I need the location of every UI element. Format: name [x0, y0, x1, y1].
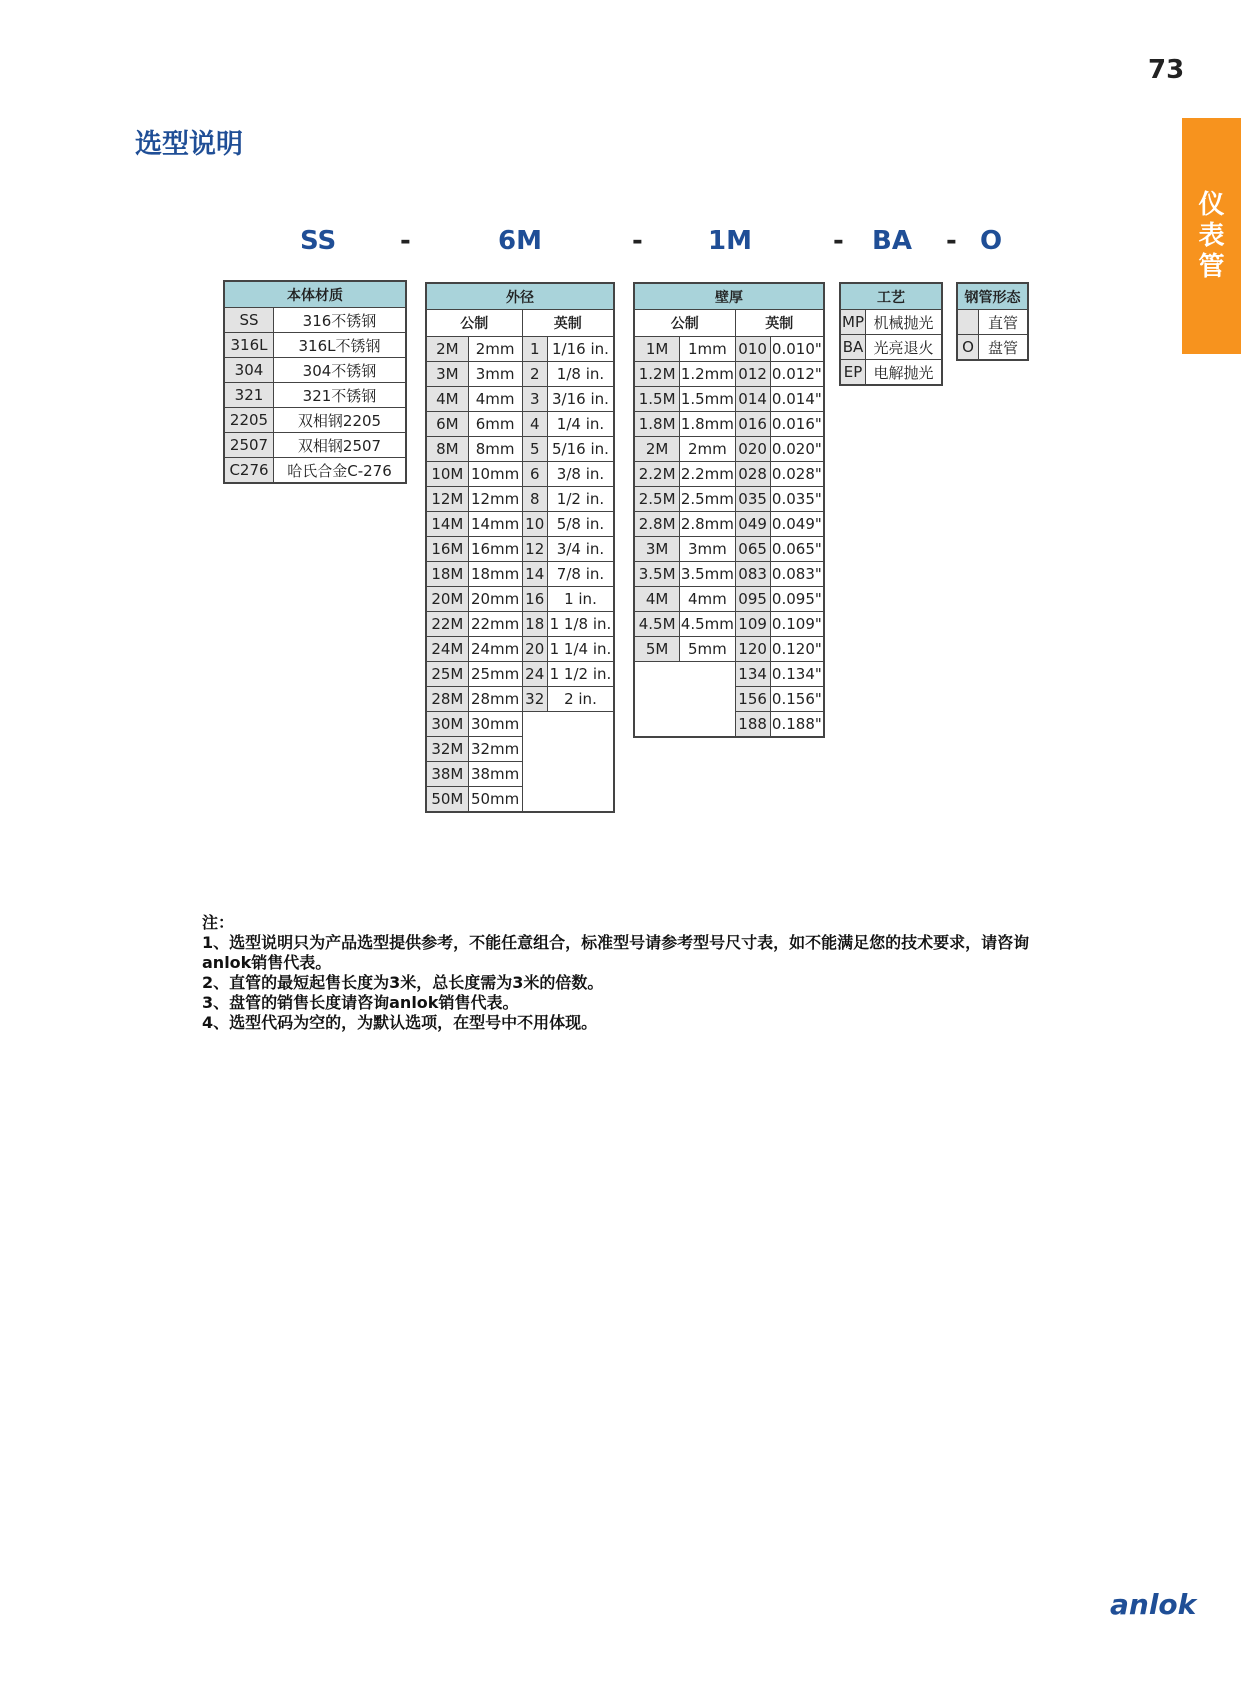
- imperial-value-cell: 7/8 in.: [547, 562, 614, 587]
- code-cell: SS: [224, 308, 274, 333]
- metric-value-cell: 16mm: [468, 537, 522, 562]
- metric-value-cell: 30mm: [468, 712, 522, 737]
- note-line: 4、选型代码为空的，为默认选项，在型号中不用体现。: [202, 1013, 598, 1032]
- table-row: [426, 337, 614, 362]
- table-row: [426, 412, 614, 437]
- imperial-value-cell: 0.016": [770, 412, 824, 437]
- metric-value-cell: 24mm: [468, 637, 522, 662]
- table-row: [426, 587, 614, 612]
- metric-code-cell: 30M: [426, 712, 468, 737]
- side-tab-label: [1182, 190, 1241, 283]
- table-row: [224, 458, 406, 484]
- imperial-code-cell: 20: [522, 637, 547, 662]
- code-cell: O: [957, 335, 979, 361]
- table-row: [634, 387, 824, 412]
- metric-code-cell: 22M: [426, 612, 468, 637]
- description-cell: 电解抛光: [866, 360, 943, 386]
- code-outer-diameter: 6M: [498, 226, 542, 256]
- imperial-value-cell: 1/2 in.: [547, 487, 614, 512]
- metric-code-cell: 1.8M: [634, 412, 680, 437]
- table-row: [426, 612, 614, 637]
- imperial-code-cell: 10: [522, 512, 547, 537]
- imperial-value-cell: 2 in.: [547, 687, 614, 712]
- imperial-value-cell: 1/8 in.: [547, 362, 614, 387]
- metric-value-cell: 2.8mm: [680, 512, 735, 537]
- note-line: anlok销售代表。: [202, 953, 332, 972]
- imperial-code-cell: 5: [522, 437, 547, 462]
- metric-value-cell: 6mm: [468, 412, 522, 437]
- imperial-code-cell: 6: [522, 462, 547, 487]
- imperial-value-cell: 1/4 in.: [547, 412, 614, 437]
- process-table: [839, 282, 943, 386]
- metric-value-cell: 32mm: [468, 737, 522, 762]
- table-row: [634, 637, 824, 662]
- imperial-value-cell: 0.156": [770, 687, 824, 712]
- metric-value-cell: 14mm: [468, 512, 522, 537]
- imperial-value-cell: 3/4 in.: [547, 537, 614, 562]
- code-separator: -: [632, 226, 643, 256]
- metric-code-cell: 25M: [426, 662, 468, 687]
- imperial-value-cell: 1 1/2 in.: [547, 662, 614, 687]
- note-line: 2、直管的最短起售长度为3米，总长度需为3米的倍数。: [202, 973, 604, 992]
- imperial-value-cell: 0.020": [770, 437, 824, 462]
- metric-code-cell: 38M: [426, 762, 468, 787]
- metric-value-cell: [680, 662, 735, 687]
- imperial-value-cell: 0.065": [770, 537, 824, 562]
- metric-code-cell: 18M: [426, 562, 468, 587]
- material-header: 本体材质: [224, 281, 406, 308]
- metric-code-cell: 4.5M: [634, 612, 680, 637]
- imperial-code-cell: 8: [522, 487, 547, 512]
- imperial-code-cell: 120: [735, 637, 770, 662]
- metric-code-cell: 50M: [426, 787, 468, 813]
- side-tab-char: 管: [1198, 252, 1225, 282]
- imperial-code-cell: 095: [735, 587, 770, 612]
- table-row: [840, 360, 942, 386]
- table-row: [634, 462, 824, 487]
- imperial-value-cell: 0.120": [770, 637, 824, 662]
- metric-code-cell: 6M: [426, 412, 468, 437]
- metric-value-cell: 12mm: [468, 487, 522, 512]
- imperial-code-cell: 035: [735, 487, 770, 512]
- table-row: [634, 587, 824, 612]
- wall-metric-label: 公制: [634, 310, 735, 337]
- metric-value-cell: 3mm: [468, 362, 522, 387]
- code-separator: -: [833, 226, 844, 256]
- code-cell: [957, 310, 979, 335]
- side-tab-char: 仪: [1198, 190, 1225, 220]
- table-row: [634, 362, 824, 387]
- table-row: [426, 662, 614, 687]
- metric-value-cell: 5mm: [680, 637, 735, 662]
- table-row: [634, 687, 824, 712]
- code-cell: 2205: [224, 408, 274, 433]
- code-cell: 2507: [224, 433, 274, 458]
- imperial-value-cell: 0.188": [770, 712, 824, 738]
- imperial-code-cell: 18: [522, 612, 547, 637]
- table-row: [634, 562, 824, 587]
- od-metric-label: 公制: [426, 310, 522, 337]
- table-row: [426, 512, 614, 537]
- metric-code-cell: 1M: [634, 337, 680, 362]
- metric-value-cell: 2mm: [468, 337, 522, 362]
- imperial-value-cell: 1/16 in.: [547, 337, 614, 362]
- metric-code-cell: 2.5M: [634, 487, 680, 512]
- imperial-value-cell: 3/16 in.: [547, 387, 614, 412]
- table-row: [840, 310, 942, 335]
- metric-value-cell: 1.8mm: [680, 412, 735, 437]
- metric-value-cell: 10mm: [468, 462, 522, 487]
- description-cell: 盘管: [979, 335, 1029, 361]
- wall-header: 壁厚: [634, 283, 824, 310]
- imperial-code-cell: 014: [735, 387, 770, 412]
- metric-code-cell: 3M: [634, 537, 680, 562]
- process-header: 工艺: [840, 283, 942, 310]
- description-cell: 哈氏合金C-276: [274, 458, 407, 484]
- imperial-value-cell: 0.134": [770, 662, 824, 687]
- table-row: [224, 408, 406, 433]
- metric-value-cell: 4mm: [468, 387, 522, 412]
- brand-logo: anlok: [1110, 1588, 1197, 1621]
- note-line: 注：: [202, 913, 235, 932]
- description-cell: 304不锈钢: [274, 358, 407, 383]
- imperial-value-cell: 0.012": [770, 362, 824, 387]
- imperial-code-cell: 32: [522, 687, 547, 712]
- table-row: [426, 687, 614, 712]
- table-row: [426, 487, 614, 512]
- metric-code-cell: 14M: [426, 512, 468, 537]
- imperial-value-cell: 5/8 in.: [547, 512, 614, 537]
- table-row: [426, 537, 614, 562]
- imperial-code-cell: 1: [522, 337, 547, 362]
- code-cell: 321: [224, 383, 274, 408]
- code-form: O: [980, 226, 1003, 256]
- imperial-code-cell: 016: [735, 412, 770, 437]
- metric-code-cell: 2.8M: [634, 512, 680, 537]
- imperial-value-cell: [547, 712, 614, 737]
- metric-value-cell: 1.5mm: [680, 387, 735, 412]
- imperial-code-cell: 24: [522, 662, 547, 687]
- metric-value-cell: 1mm: [680, 337, 735, 362]
- table-row: [426, 462, 614, 487]
- imperial-value-cell: 0.083": [770, 562, 824, 587]
- imperial-value-cell: [547, 737, 614, 762]
- metric-code-cell: 28M: [426, 687, 468, 712]
- description-cell: 316不锈钢: [274, 308, 407, 333]
- imperial-code-cell: [522, 787, 547, 813]
- imperial-code-cell: 049: [735, 512, 770, 537]
- table-row: [634, 437, 824, 462]
- description-cell: 双相钢2507: [274, 433, 407, 458]
- imperial-code-cell: 156: [735, 687, 770, 712]
- material-table: [223, 280, 407, 484]
- imperial-code-cell: 3: [522, 387, 547, 412]
- imperial-value-cell: 1 1/8 in.: [547, 612, 614, 637]
- metric-value-cell: 38mm: [468, 762, 522, 787]
- code-separator: -: [400, 226, 411, 256]
- code-cell: 304: [224, 358, 274, 383]
- imperial-code-cell: 065: [735, 537, 770, 562]
- description-cell: 双相钢2205: [274, 408, 407, 433]
- imperial-code-cell: 020: [735, 437, 770, 462]
- table-row: [426, 712, 614, 737]
- imperial-code-cell: 028: [735, 462, 770, 487]
- outer-diameter-table: [425, 282, 615, 813]
- imperial-code-cell: 188: [735, 712, 770, 738]
- metric-value-cell: 8mm: [468, 437, 522, 462]
- metric-code-cell: 16M: [426, 537, 468, 562]
- imperial-code-cell: 14: [522, 562, 547, 587]
- page-number: 73: [1148, 55, 1185, 85]
- metric-code-cell: 20M: [426, 587, 468, 612]
- code-wall-thickness: 1M: [708, 226, 752, 256]
- note-line: 1、选型说明只为产品选型提供参考，不能任意组合，标准型号请参考型号尺寸表，如不能满足您的技术要求，请咨询: [202, 933, 1030, 952]
- metric-code-cell: 3.5M: [634, 562, 680, 587]
- table-row: [634, 712, 824, 738]
- description-cell: 机械抛光: [866, 310, 943, 335]
- metric-value-cell: 1.2mm: [680, 362, 735, 387]
- table-row: [634, 537, 824, 562]
- imperial-value-cell: 0.109": [770, 612, 824, 637]
- imperial-value-cell: 5/16 in.: [547, 437, 614, 462]
- imperial-code-cell: 2: [522, 362, 547, 387]
- metric-value-cell: 50mm: [468, 787, 522, 813]
- table-row: [426, 637, 614, 662]
- metric-value-cell: [680, 712, 735, 738]
- table-row: [634, 662, 824, 687]
- section-side-tab: [1182, 118, 1241, 354]
- metric-value-cell: 4.5mm: [680, 612, 735, 637]
- metric-value-cell: 25mm: [468, 662, 522, 687]
- table-row: [224, 308, 406, 333]
- metric-code-cell: 4M: [634, 587, 680, 612]
- metric-code-cell: 10M: [426, 462, 468, 487]
- imperial-code-cell: 12: [522, 537, 547, 562]
- notes-section: [202, 913, 1029, 1033]
- imperial-code-cell: 4: [522, 412, 547, 437]
- table-row: [426, 562, 614, 587]
- metric-value-cell: 4mm: [680, 587, 735, 612]
- imperial-value-cell: 0.035": [770, 487, 824, 512]
- imperial-code-cell: 16: [522, 587, 547, 612]
- imperial-code-cell: 010: [735, 337, 770, 362]
- table-row: [634, 412, 824, 437]
- table-row: [840, 335, 942, 360]
- wall-thickness-table: [633, 282, 825, 738]
- table-row: [634, 512, 824, 537]
- table-row: [634, 612, 824, 637]
- metric-code-cell: 2.2M: [634, 462, 680, 487]
- metric-code-cell: 1.5M: [634, 387, 680, 412]
- code-process: BA: [872, 226, 912, 256]
- metric-code-cell: 24M: [426, 637, 468, 662]
- form-header: 钢管形态: [957, 283, 1028, 310]
- code-cell: C276: [224, 458, 274, 484]
- metric-code-cell: 12M: [426, 487, 468, 512]
- imperial-value-cell: 0.095": [770, 587, 824, 612]
- metric-value-cell: 3mm: [680, 537, 735, 562]
- table-row: [957, 310, 1028, 335]
- imperial-value-cell: [547, 787, 614, 813]
- imperial-value-cell: 0.028": [770, 462, 824, 487]
- description-cell: 直管: [979, 310, 1029, 335]
- imperial-code-cell: 012: [735, 362, 770, 387]
- metric-code-cell: 1.2M: [634, 362, 680, 387]
- imperial-code-cell: 083: [735, 562, 770, 587]
- metric-value-cell: 2mm: [680, 437, 735, 462]
- table-row: [957, 335, 1028, 361]
- metric-value-cell: 22mm: [468, 612, 522, 637]
- imperial-value-cell: 0.014": [770, 387, 824, 412]
- table-row: [426, 787, 614, 813]
- imperial-code-cell: 109: [735, 612, 770, 637]
- metric-code-cell: 3M: [426, 362, 468, 387]
- code-cell: 316L: [224, 333, 274, 358]
- table-row: [634, 337, 824, 362]
- od-header: 外径: [426, 283, 614, 310]
- imperial-code-cell: 134: [735, 662, 770, 687]
- metric-value-cell: 20mm: [468, 587, 522, 612]
- description-cell: 321不锈钢: [274, 383, 407, 408]
- description-cell: 316L不锈钢: [274, 333, 407, 358]
- imperial-value-cell: 3/8 in.: [547, 462, 614, 487]
- metric-value-cell: [680, 687, 735, 712]
- table-row: [426, 437, 614, 462]
- metric-code-cell: 2M: [634, 437, 680, 462]
- metric-code-cell: [634, 662, 680, 687]
- form-table: [956, 282, 1029, 361]
- imperial-code-cell: [522, 737, 547, 762]
- imperial-value-cell: [547, 762, 614, 787]
- table-row: [426, 362, 614, 387]
- side-tab-char: 表: [1198, 221, 1225, 251]
- code-cell: EP: [840, 360, 866, 386]
- imperial-value-cell: 1 in.: [547, 587, 614, 612]
- metric-value-cell: 18mm: [468, 562, 522, 587]
- table-row: [426, 762, 614, 787]
- table-row: [426, 387, 614, 412]
- metric-code-cell: [634, 712, 680, 738]
- metric-value-cell: 3.5mm: [680, 562, 735, 587]
- metric-code-cell: 32M: [426, 737, 468, 762]
- metric-value-cell: 28mm: [468, 687, 522, 712]
- table-row: [634, 487, 824, 512]
- table-row: [224, 333, 406, 358]
- page-title: 选型说明: [135, 129, 243, 160]
- code-cell: BA: [840, 335, 866, 360]
- code-material: SS: [300, 226, 337, 256]
- od-imperial-label: 英制: [522, 310, 614, 337]
- wall-imperial-label: 英制: [735, 310, 824, 337]
- metric-code-cell: [634, 687, 680, 712]
- table-row: [224, 358, 406, 383]
- imperial-value-cell: 0.049": [770, 512, 824, 537]
- imperial-value-cell: 0.010": [770, 337, 824, 362]
- imperial-code-cell: [522, 712, 547, 737]
- imperial-value-cell: 1 1/4 in.: [547, 637, 614, 662]
- note-line: 3、盘管的销售长度请咨询anlok销售代表。: [202, 993, 519, 1012]
- table-row: [224, 383, 406, 408]
- metric-code-cell: 2M: [426, 337, 468, 362]
- imperial-code-cell: [522, 762, 547, 787]
- metric-code-cell: 4M: [426, 387, 468, 412]
- table-row: [426, 737, 614, 762]
- code-separator: -: [946, 226, 957, 256]
- metric-value-cell: 2.2mm: [680, 462, 735, 487]
- metric-value-cell: 2.5mm: [680, 487, 735, 512]
- table-row: [224, 433, 406, 458]
- metric-code-cell: 8M: [426, 437, 468, 462]
- description-cell: 光亮退火: [866, 335, 943, 360]
- metric-code-cell: 5M: [634, 637, 680, 662]
- code-cell: MP: [840, 310, 866, 335]
